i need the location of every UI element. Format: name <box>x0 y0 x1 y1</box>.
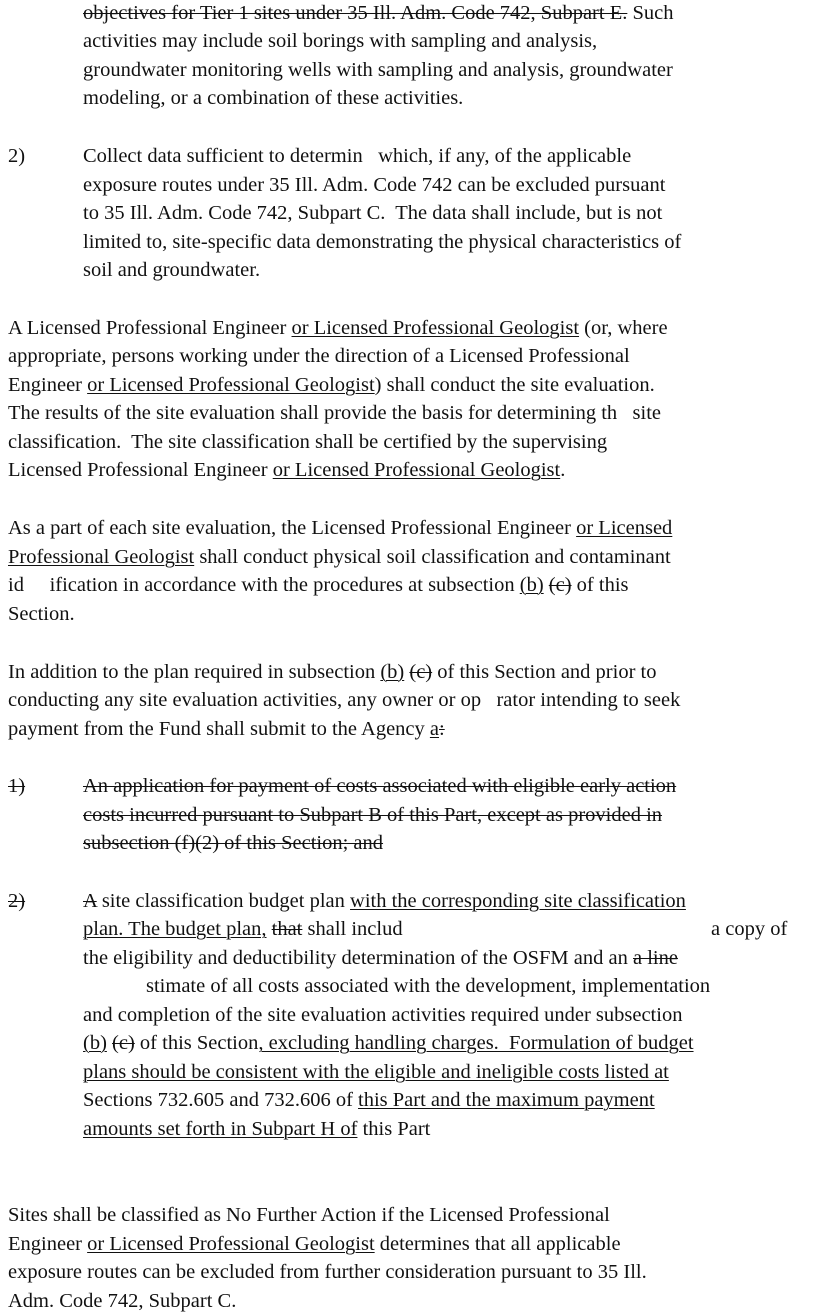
list-marker: 2) <box>8 890 26 912</box>
text-span: of this <box>571 574 629 596</box>
text-line: Sites shall be classified as No Further Action if the Licensed Professional <box>8 1204 610 1226</box>
text-line <box>83 0 673 28</box>
text-line: to 35 Ill. Adm. Code 742, Subpart C. The data shall include, but is not <box>83 202 663 224</box>
text-line <box>83 1115 430 1144</box>
text-line: classification. The site classification shall be certified by the supervising <box>8 431 608 453</box>
deleted-text: that <box>271 918 303 940</box>
inserted-text: this Part and the maximum payment <box>358 1089 655 1111</box>
deleted-text: A <box>83 890 97 912</box>
inserted-text: a <box>429 718 440 740</box>
text-line: and completion of the site evaluation activities required under subsection <box>83 1004 683 1026</box>
text-line <box>8 1230 621 1259</box>
deleted-text: a line <box>633 947 678 969</box>
deleted-text: (c) <box>409 661 433 683</box>
text-span: determines that all applicable <box>374 1233 621 1255</box>
text-span: of this Section and prior to <box>432 661 657 683</box>
list-marker: 1) <box>8 775 26 797</box>
text-span: this Part <box>357 1118 431 1140</box>
text-span: payment from the Fund shall submit to the Agency <box>8 718 430 740</box>
text-line <box>8 514 672 543</box>
deleted-text-line: subsection (f)(2) of this Section; and <box>83 832 384 854</box>
text-span: of this Section <box>134 1032 259 1054</box>
inserted-text: (b) <box>380 661 405 683</box>
text-line: groundwater monitoring wells with sampling and analysis, groundwater <box>83 59 673 81</box>
text-line: soil and groundwater. <box>83 259 261 281</box>
deleted-text-line: costs incurred pursuant to Subpart B of this Part, except as provided in <box>83 804 663 826</box>
text-line <box>8 571 629 600</box>
inserted-text: with the corresponding site classification <box>350 890 686 912</box>
inserted-text: (b) <box>83 1032 107 1054</box>
text-line: stimate of all costs associated with the development, implementation <box>146 975 711 997</box>
text-span: site classification budget plan <box>96 890 351 912</box>
deleted-text: (c) <box>112 1032 135 1054</box>
text-line: activities may include soil borings with sampling and analysis, <box>83 30 598 52</box>
text-line <box>8 658 656 687</box>
text-span: Engineer <box>8 374 88 396</box>
text-span: (or, where <box>579 317 668 339</box>
text-span: Such <box>627 2 674 24</box>
inserted-text: or Licensed Professional Geologist <box>87 374 375 396</box>
deleted-text: : <box>439 718 445 740</box>
text-line: exposure routes can be excluded from further consideration pursuant to 35 Ill. <box>8 1261 647 1283</box>
text-line: Adm. Code 742, Subpart C. <box>8 1290 237 1312</box>
text-span: the eligibility and deductibility determination of the OSFM and an <box>83 947 633 969</box>
inserted-text: (b) <box>519 574 544 596</box>
text-line <box>83 887 686 916</box>
text-line: Section. <box>8 603 75 625</box>
list-marker: 2) <box>8 145 26 167</box>
inserted-text: plan. The budget plan, <box>83 918 267 940</box>
text-line <box>8 456 565 485</box>
text-span: As a part of each site evaluation, the Licensed Professional Engineer <box>8 517 577 539</box>
text-span: Sections 732.605 and 732.606 of <box>83 1089 359 1111</box>
inserted-text: amounts set forth in Subpart H of <box>83 1118 358 1140</box>
text-line <box>83 915 403 944</box>
text-span: id ification in accordance with the procedures at subsection <box>8 574 520 596</box>
text-line <box>8 314 668 343</box>
text-line <box>8 543 671 572</box>
inserted-text-line: plans should be consistent with the eligible and ineligible costs listed at <box>83 1061 669 1083</box>
text-line: appropriate, persons working under the direction of a Licensed Professional <box>8 345 630 367</box>
text-span: shall includ <box>302 918 403 940</box>
text-line <box>8 715 445 744</box>
deleted-text: objectives for Tier 1 sites under 35 Ill. Adm. Code 742, Subpart E. <box>83 2 628 24</box>
inserted-text: Professional Geologist <box>8 546 195 568</box>
text-span: Engineer <box>8 1233 88 1255</box>
inserted-text: , excluding handling charges. Formulation of budget <box>258 1032 694 1054</box>
text-line: exposure routes under 35 Ill. Adm. Code 742 can be excluded pursuant <box>83 174 666 196</box>
text-span: shall conduct physical soil classification and contaminant <box>194 546 671 568</box>
inserted-text: or Licensed Professional Geologist <box>291 317 580 339</box>
inserted-text: or Licensed Professional Geologist <box>272 459 561 481</box>
text-span: In addition to the plan required in subsection <box>8 661 381 683</box>
inserted-text: or Licensed <box>576 517 673 539</box>
text-line: modeling, or a combination of these activities. <box>83 87 464 109</box>
text-line: Collect data sufficient to determin which, if any, of the applicable <box>83 145 632 167</box>
text-line: The results of the site evaluation shall provide the basis for determining th site <box>8 402 661 424</box>
deleted-text-line: An application for payment of costs associated with eligible early action <box>83 775 677 797</box>
text-span: ) shall conduct the site evaluation. <box>374 374 655 396</box>
deleted-text: (c) <box>548 574 572 596</box>
text-line: conducting any site evaluation activities, any owner or op rator intending to seek <box>8 689 681 711</box>
text-line <box>83 1029 694 1058</box>
text-line: limited to, site-specific data demonstrating the physical characteristics of <box>83 231 682 253</box>
text-span: Licensed Professional Engineer <box>8 459 273 481</box>
text-line <box>83 1086 655 1115</box>
text-span: A Licensed Professional Engineer <box>8 317 292 339</box>
text-line: a copy of <box>711 918 788 940</box>
text-span: . <box>560 459 566 481</box>
inserted-text: or Licensed Professional Geologist <box>87 1233 375 1255</box>
text-line <box>8 371 655 400</box>
text-line <box>83 944 678 973</box>
